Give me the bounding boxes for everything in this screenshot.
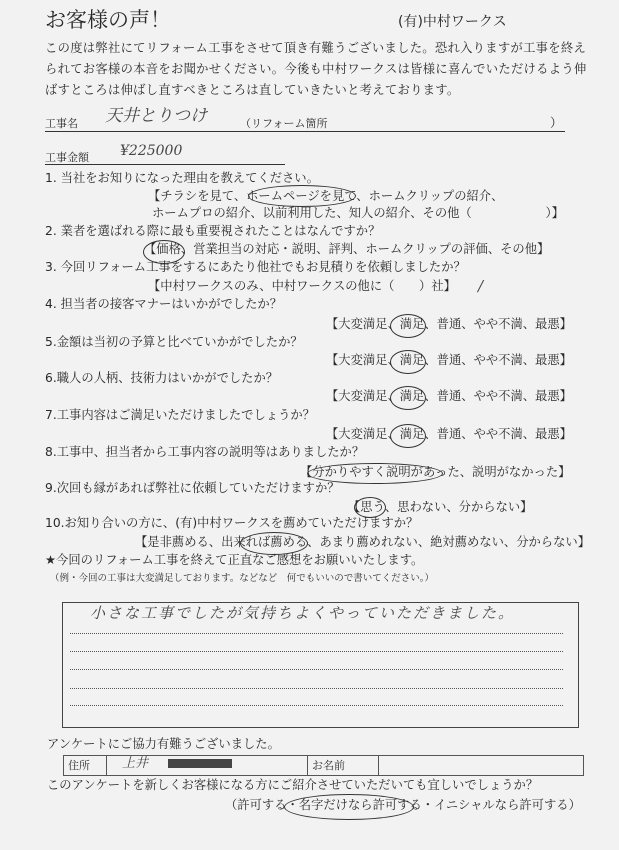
question-4-options: 【大変満足、満足、普通、やや不満、最悪】 [326, 317, 572, 331]
question-10-options: 【是非薦める、出来れば薦める、あまり薦めれない、絶対薦めない、分からない】 [135, 535, 590, 549]
comments-text[interactable]: 小さな工事でしたが気持ちよくやっていただきました。 [90, 604, 516, 622]
answer-circle [354, 497, 386, 518]
dotted-line [70, 633, 563, 634]
dotted-line [70, 688, 563, 689]
comments-prompt: ★今回のリフォーム工事を終えて正直なご感想をお願いいたします。 [45, 553, 424, 567]
question-3: 3. 今回リフォーム工事をするにあたり他社でもお見積りを依頼しましたか？ [45, 260, 466, 274]
answer-circle [248, 185, 356, 207]
question-6: 6.職人の人柄、技術力はいかがでしたか？ [45, 371, 279, 385]
location-label: （リフォーム箇所 [240, 117, 328, 130]
answer-circle [390, 386, 426, 410]
question-1-options: ホームプロの紹介、以前利用した、知人の紹介、その他（ ）】 [152, 206, 564, 220]
work-name-label: 工事名 [45, 117, 78, 130]
permission-options: （許可する・名字だけなら許可する・イニシャルなら許可する） [225, 798, 581, 812]
answer-circle [240, 532, 308, 555]
cell-divider [378, 756, 379, 775]
dotted-line [70, 651, 563, 652]
dotted-line [70, 669, 563, 670]
answer-circle [390, 314, 426, 338]
question-2-options: 【価格、営業担当の対応・説明、評判、ホームクリップの評価、その他】 [144, 242, 550, 256]
question-5-options: 【大変満足、満足、普通、やや不満、最悪】 [326, 353, 572, 367]
redacted-address [168, 759, 232, 768]
question-8-options: 【分かりやすく説明があった、説明がなかった】 [300, 465, 571, 479]
question-3-options: 【中村ワークスのみ、中村ワークスの他に（ ）社】 [148, 279, 456, 293]
name-label: お名前 [312, 759, 345, 772]
answer-circle [390, 350, 426, 374]
page-title: お客様の声！ [45, 8, 171, 32]
answer-circle [284, 794, 414, 820]
location-close: ） [550, 116, 563, 130]
amount-underline [45, 164, 285, 165]
question-5: 5.金額は当初の予算と比べていかがでしたか？ [45, 335, 303, 349]
comments-example: （例・今回の工事は大変満足しております。などなど 何でもいいので書いてください。） [50, 573, 434, 584]
dotted-line [70, 705, 563, 706]
question-8: 8.工事中、担当者から工事内容の説明等はありましたか？ [45, 445, 365, 459]
amount-label: 工事金額 [45, 151, 89, 164]
cell-divider [106, 756, 107, 775]
question-2: 2. 業者を選ばれる際に最も重要視されたことはなんですか？ [45, 224, 381, 238]
question-1: 1. 当社をお知りになった理由を教えてください。 [45, 171, 319, 185]
thanks-text: アンケートにご協力有難うございました。 [47, 737, 280, 751]
question-1-options: 【チラシを見て、ホームページを見て、ホームクリップの紹介、 [148, 189, 504, 203]
question-4: 4. 担当者の接客マナーはいかがでしたか？ [45, 297, 282, 311]
question-10: 10.お知り合いの方に、(有)中村ワークスを薦めていただけますか？ [45, 516, 419, 530]
intro-line: られてお客様の本音をお聞かせください。今後も中村ワークスは皆様に喜んでいただけるよう伸 [45, 62, 587, 76]
question-7: 7.工事内容はご満足いただけましたでしょうか？ [45, 408, 315, 422]
address-label: 住所 [68, 759, 90, 772]
work-name-underline [45, 131, 565, 132]
question-9-options: 【思う、思わない、分からない】 [348, 500, 533, 514]
intro-line: ばすところは伸ばし直すべきところは直していきたいと考えております。 [45, 83, 460, 97]
permission-question: このアンケートを新しくお客様になる方にご紹介させていただいても宜しいでしょうか？ [47, 778, 539, 792]
question-6-options: 【大変満足、満足、普通、やや不満、最悪】 [326, 389, 572, 403]
company-name: (有)中村ワークス [398, 14, 507, 30]
question-7-options: 【大変満足、満足、普通、やや不満、最悪】 [326, 427, 572, 441]
cell-divider [307, 756, 308, 775]
amount-value[interactable]: ¥225000 [120, 143, 183, 159]
question-9: 9.次回も縁があれば弊社に依頼していただけますか？ [45, 481, 340, 495]
work-name-value[interactable]: 天井とりつけ [105, 106, 207, 126]
question-3-answer[interactable]: / [478, 277, 484, 295]
answer-circle [390, 424, 426, 448]
address-value[interactable]: 上井 [122, 756, 149, 771]
intro-line: この度は弊社にてリフォーム工事をさせて頂き有難うございました。恐れ入りますが工事を終え [45, 41, 587, 55]
